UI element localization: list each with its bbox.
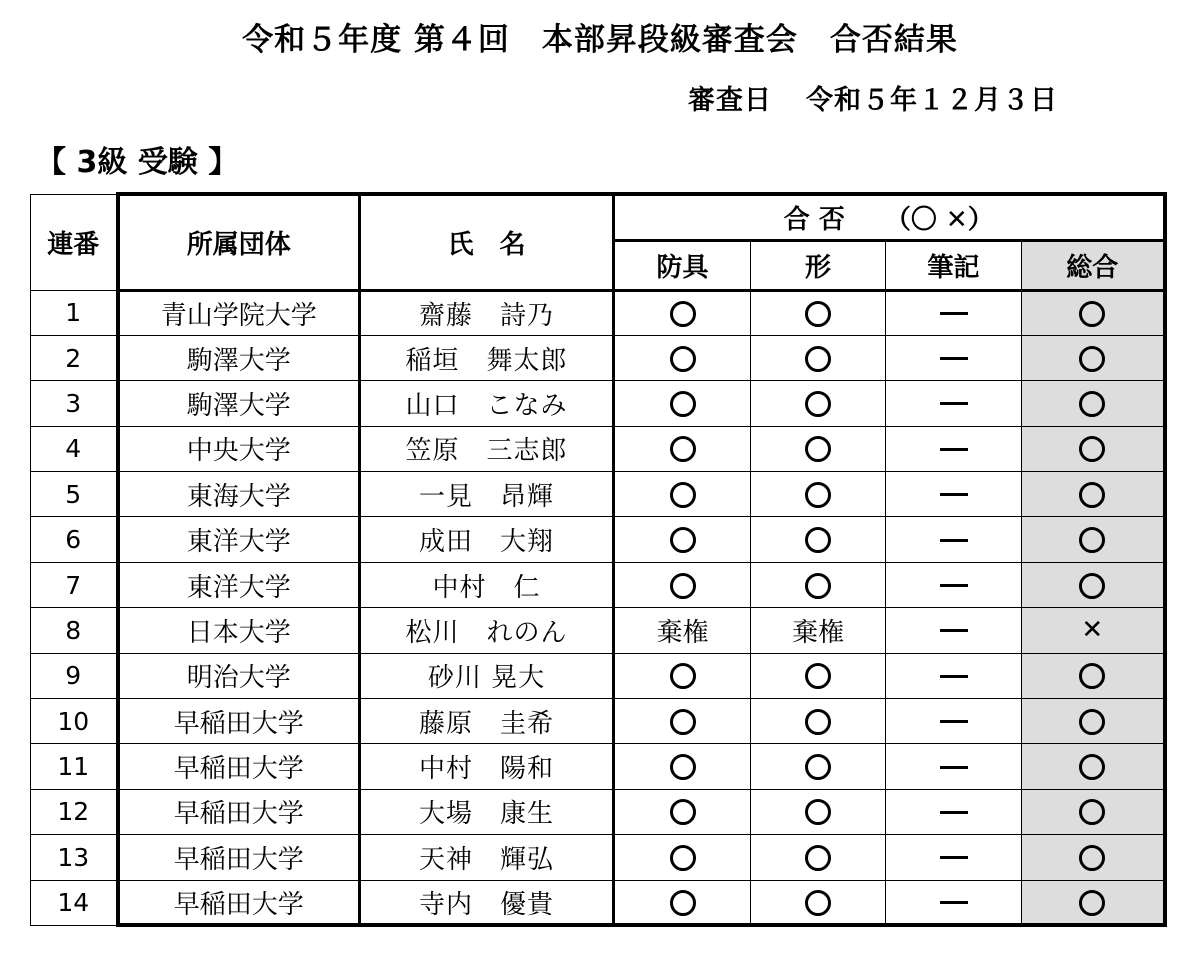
name-cell <box>360 608 614 653</box>
overall-cell <box>1022 381 1165 426</box>
pass-circle-icon <box>670 799 696 825</box>
name-cell <box>360 653 614 698</box>
pass-circle-icon <box>670 482 696 508</box>
affiliation-text: 早稲田大学 <box>173 844 304 875</box>
bogu-text: 棄権 <box>656 617 709 648</box>
pass-circle-icon <box>805 799 831 825</box>
row-number: 4 <box>31 426 118 471</box>
name-cell <box>360 880 614 925</box>
kata-cell <box>751 381 886 426</box>
affiliation-cell <box>118 517 360 562</box>
header-result-label: 合 否 <box>783 204 845 235</box>
table-row <box>31 653 1165 698</box>
pass-circle-icon <box>670 573 696 599</box>
overall-cell <box>1022 789 1165 834</box>
affiliation-text: 駒澤大学 <box>186 390 291 421</box>
affiliation-text: 中央大学 <box>186 436 291 467</box>
written-cell <box>886 744 1022 789</box>
pass-circle-icon <box>805 754 831 780</box>
affiliation-cell <box>118 835 360 880</box>
row-number: 3 <box>31 381 118 426</box>
section-heading: 【 3級 受験 】 <box>36 145 239 180</box>
written-cell <box>886 699 1022 744</box>
fail-cross-icon: ✕ <box>1081 615 1104 646</box>
not-applicable-dash-icon <box>940 402 968 405</box>
kata-cell <box>751 426 886 471</box>
written-cell <box>886 381 1022 426</box>
pass-circle-icon <box>805 890 831 916</box>
affiliation-cell <box>118 381 360 426</box>
pass-circle-icon <box>805 573 831 599</box>
overall-cell <box>1022 608 1165 653</box>
affiliation-cell <box>118 744 360 789</box>
row-number: 2 <box>31 335 118 380</box>
table-row <box>31 290 1165 335</box>
bogu-cell <box>614 335 751 380</box>
header-result-legend: （〇 ✕） <box>884 204 994 235</box>
exam-date-label: 審査日 <box>688 85 772 116</box>
header-overall: 総合 <box>1022 240 1165 290</box>
table-row <box>31 517 1165 562</box>
overall-cell <box>1022 744 1165 789</box>
pass-circle-icon <box>1079 573 1105 599</box>
not-applicable-dash-icon <box>940 448 968 451</box>
bogu-cell <box>614 426 751 471</box>
affiliation-cell <box>118 789 360 834</box>
affiliation-text: 早稲田大学 <box>173 889 304 920</box>
written-cell <box>886 517 1022 562</box>
pass-circle-icon <box>1079 436 1105 462</box>
affiliation-cell <box>118 562 360 607</box>
header-no: 連番 <box>31 194 118 290</box>
name-cell <box>360 290 614 335</box>
table-row <box>31 335 1165 380</box>
bogu-cell <box>614 789 751 834</box>
name-cell <box>360 335 614 380</box>
not-applicable-dash-icon <box>940 357 968 360</box>
overall-cell <box>1022 472 1165 517</box>
name-text: 一見 昂輝 <box>418 481 554 512</box>
kata-cell <box>751 699 886 744</box>
table-row <box>31 562 1165 607</box>
row-number: 14 <box>31 880 118 925</box>
affiliation-cell <box>118 472 360 517</box>
written-cell <box>886 880 1022 925</box>
bogu-cell <box>614 517 751 562</box>
row-number: 11 <box>31 744 118 789</box>
kata-cell <box>751 789 886 834</box>
pass-circle-icon <box>1079 527 1105 553</box>
kata-cell <box>751 653 886 698</box>
not-applicable-dash-icon <box>940 901 968 904</box>
kata-cell <box>751 744 886 789</box>
written-cell <box>886 472 1022 517</box>
pass-circle-icon <box>1079 799 1105 825</box>
pass-circle-icon <box>1079 890 1105 916</box>
name-text: 中村 仁 <box>432 572 541 603</box>
table-row <box>31 426 1165 471</box>
affiliation-cell <box>118 335 360 380</box>
table-row <box>31 744 1165 789</box>
pass-circle-icon <box>1079 663 1105 689</box>
written-cell <box>886 562 1022 607</box>
overall-cell <box>1022 835 1165 880</box>
kata-cell <box>751 517 886 562</box>
results-table-wrapper <box>30 192 1167 927</box>
bogu-cell <box>614 699 751 744</box>
name-cell <box>360 517 614 562</box>
name-text: 砂川 晃大 <box>427 663 546 694</box>
bogu-cell <box>614 472 751 517</box>
name-cell <box>360 744 614 789</box>
name-cell <box>360 835 614 880</box>
pass-circle-icon <box>1079 754 1105 780</box>
table-row <box>31 835 1165 880</box>
pass-circle-icon <box>670 527 696 553</box>
row-number: 7 <box>31 562 118 607</box>
header-kata: 形 <box>751 240 886 290</box>
affiliation-cell <box>118 426 360 471</box>
affiliation-text: 青山学院大学 <box>160 300 317 331</box>
not-applicable-dash-icon <box>940 312 968 315</box>
kata-cell <box>751 608 886 653</box>
pass-circle-icon <box>1079 391 1105 417</box>
bogu-cell <box>614 744 751 789</box>
pass-circle-icon <box>670 346 696 372</box>
results-table <box>30 192 1167 927</box>
bogu-cell <box>614 381 751 426</box>
written-cell <box>886 426 1022 471</box>
overall-cell <box>1022 562 1165 607</box>
name-text: 寺内 優貴 <box>418 889 554 920</box>
name-text: 齋藤 詩乃 <box>418 300 554 331</box>
not-applicable-dash-icon <box>940 856 968 859</box>
kata-cell <box>751 562 886 607</box>
pass-circle-icon <box>670 391 696 417</box>
written-cell <box>886 835 1022 880</box>
bogu-cell <box>614 835 751 880</box>
pass-circle-icon <box>670 301 696 327</box>
not-applicable-dash-icon <box>940 766 968 769</box>
overall-cell <box>1022 426 1165 471</box>
affiliation-text: 東洋大学 <box>186 572 291 603</box>
name-cell <box>360 472 614 517</box>
row-number: 12 <box>31 789 118 834</box>
row-number: 9 <box>31 653 118 698</box>
affiliation-text: 明治大学 <box>186 663 291 694</box>
affiliation-cell <box>118 608 360 653</box>
affiliation-text: 早稲田大学 <box>173 799 304 830</box>
page-title: 令和５年度 第４回 本部昇段級審査会 合否結果 <box>242 22 958 58</box>
name-text: 天神 輝弘 <box>418 844 554 875</box>
not-applicable-dash-icon <box>940 629 968 632</box>
kata-cell <box>751 335 886 380</box>
row-number: 8 <box>31 608 118 653</box>
pass-circle-icon <box>805 436 831 462</box>
overall-cell <box>1022 653 1165 698</box>
name-text: 藤原 圭希 <box>418 708 554 739</box>
pass-circle-icon <box>670 754 696 780</box>
pass-circle-icon <box>670 845 696 871</box>
header-result-group <box>614 194 1165 240</box>
bogu-cell <box>614 880 751 925</box>
header-affiliation: 所属団体 <box>118 194 360 290</box>
not-applicable-dash-icon <box>940 539 968 542</box>
overall-cell <box>1022 335 1165 380</box>
name-cell <box>360 562 614 607</box>
pass-circle-icon <box>805 709 831 735</box>
name-text: 松川 れのん <box>405 617 568 648</box>
table-row <box>31 472 1165 517</box>
bogu-cell <box>614 290 751 335</box>
bogu-cell <box>614 562 751 607</box>
results-body <box>31 290 1165 925</box>
table-row <box>31 699 1165 744</box>
pass-circle-icon <box>805 527 831 553</box>
overall-cell <box>1022 290 1165 335</box>
exam-date-value: 令和５年１２月３日 <box>806 85 1058 116</box>
row-number: 5 <box>31 472 118 517</box>
pass-circle-icon <box>805 845 831 871</box>
affiliation-text: 駒澤大学 <box>186 345 291 376</box>
header-written: 筆記 <box>886 240 1022 290</box>
header-bogu: 防具 <box>614 240 751 290</box>
overall-cell <box>1022 517 1165 562</box>
pass-circle-icon <box>670 890 696 916</box>
pass-circle-icon <box>1079 301 1105 327</box>
pass-circle-icon <box>670 709 696 735</box>
pass-circle-icon <box>670 436 696 462</box>
not-applicable-dash-icon <box>940 675 968 678</box>
written-cell <box>886 290 1022 335</box>
overall-cell <box>1022 880 1165 925</box>
overall-cell <box>1022 699 1165 744</box>
row-number: 10 <box>31 699 118 744</box>
affiliation-text: 早稲田大学 <box>173 708 304 739</box>
table-row <box>31 789 1165 834</box>
name-text: 中村 陽和 <box>418 754 554 785</box>
affiliation-cell <box>118 699 360 744</box>
exam-date <box>688 78 1058 117</box>
pass-circle-icon <box>805 663 831 689</box>
bogu-cell <box>614 653 751 698</box>
pass-circle-icon <box>670 663 696 689</box>
pass-circle-icon <box>805 346 831 372</box>
table-row <box>31 880 1165 925</box>
pass-circle-icon <box>805 301 831 327</box>
table-row <box>31 381 1165 426</box>
name-cell <box>360 381 614 426</box>
affiliation-text: 早稲田大学 <box>173 754 304 785</box>
bogu-cell <box>614 608 751 653</box>
affiliation-cell <box>118 653 360 698</box>
affiliation-cell <box>118 880 360 925</box>
affiliation-text: 東海大学 <box>186 481 291 512</box>
pass-circle-icon <box>1079 346 1105 372</box>
not-applicable-dash-icon <box>940 811 968 814</box>
row-number: 1 <box>31 290 118 335</box>
not-applicable-dash-icon <box>940 493 968 496</box>
written-cell <box>886 608 1022 653</box>
table-row <box>31 608 1165 653</box>
name-cell <box>360 789 614 834</box>
pass-circle-icon <box>805 482 831 508</box>
name-text: 笠原 三志郎 <box>405 436 568 467</box>
kata-cell <box>751 290 886 335</box>
pass-circle-icon <box>1079 845 1105 871</box>
name-text: 成田 大翔 <box>418 527 554 558</box>
pass-circle-icon <box>1079 709 1105 735</box>
affiliation-text: 日本大学 <box>186 617 291 648</box>
affiliation-cell <box>118 290 360 335</box>
not-applicable-dash-icon <box>940 720 968 723</box>
pass-circle-icon <box>1079 482 1105 508</box>
kata-cell <box>751 472 886 517</box>
written-cell <box>886 789 1022 834</box>
name-text: 稲垣 舞太郎 <box>405 345 568 376</box>
row-number: 6 <box>31 517 118 562</box>
pass-circle-icon <box>805 391 831 417</box>
name-cell <box>360 426 614 471</box>
name-text: 山口 こなみ <box>405 390 568 421</box>
affiliation-text: 東洋大学 <box>186 527 291 558</box>
kata-cell <box>751 835 886 880</box>
written-cell <box>886 335 1022 380</box>
kata-cell <box>751 880 886 925</box>
name-cell <box>360 699 614 744</box>
kata-text: 棄権 <box>791 617 844 648</box>
row-number: 13 <box>31 835 118 880</box>
not-applicable-dash-icon <box>940 584 968 587</box>
name-text: 大場 康生 <box>418 799 554 830</box>
header-name: 氏 名 <box>360 194 614 290</box>
written-cell <box>886 653 1022 698</box>
